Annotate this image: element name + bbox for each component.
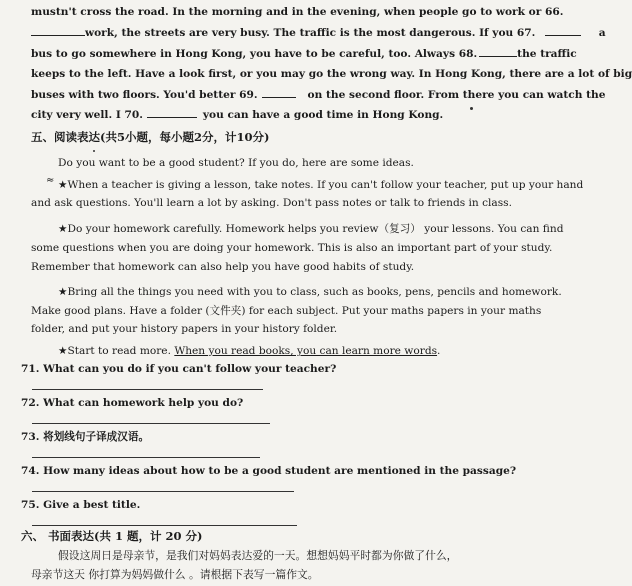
answer-line-73[interactable] <box>32 457 260 458</box>
underlined-sentence: When you read books, you can learn more words <box>174 345 438 357</box>
idea-1-line-2: and ask questions. You'll learn a lot by asking. Don't pass notes or talk to friends in class. <box>31 197 512 209</box>
passage-line-2: work, the streets are very busy. The traffic is the most dangerous. If you 67. a <box>31 26 606 40</box>
section-5-title: 五、阅读表达(共5小题，每小题2分，计10分) <box>31 130 270 144</box>
blank-67[interactable] <box>545 26 581 36</box>
idea-3-line-2: Make good plans. Have a folder (文件夹) for each subject. Put your maths papers in your maths <box>31 305 542 317</box>
blank-69[interactable] <box>262 88 296 98</box>
reading-intro: Do you want to be a good student? If you do, here are some ideas. <box>58 157 414 169</box>
idea-2-line-1: ★Do your homework carefully. Homework helps you review（复习） your lessons. You can find <box>58 223 564 235</box>
passage-line-6: city very well. I 70. you can have a good time in Hong Kong. <box>31 109 444 121</box>
question-72: 72. What can homework help you do? <box>21 397 244 409</box>
scan-speck <box>93 150 95 152</box>
scan-speck <box>470 107 473 110</box>
answer-line-72[interactable] <box>32 423 270 424</box>
pen-mark: ≈ <box>46 175 55 186</box>
passage-line-4: keeps to the left. Have a look first, or you may go the wrong way. In Hong Kong, there are a lot of big <box>31 68 632 80</box>
passage-line-1: mustn't cross the road. In the morning and in the evening, when people go to work or 66. <box>31 6 564 18</box>
passage-line-5: buses with two floors. You'd better 69. on the second floor. From there you can watch the <box>31 89 606 101</box>
blank-66[interactable] <box>31 26 85 36</box>
idea-2-line-3: Remember that homework can also help you have good habits of study. <box>31 261 415 273</box>
idea-3-line-1: ★Bring all the things you need with you to class, such as books, pens, pencils and homework. <box>58 286 562 298</box>
passage-line-3: bus to go somewhere in Hong Kong, you have to be careful, too. Always 68. the traffic <box>31 48 577 60</box>
answer-line-75[interactable] <box>32 525 297 526</box>
writing-prompt-line-1: 假设这周日是母亲节，是我们对妈妈表达爱的一天。想想妈妈平时都为你做了什么， <box>58 549 458 562</box>
question-73: 73. 将划线句子译成汉语。 <box>21 431 150 443</box>
idea-2-line-2: some questions when you are doing your homework. This is also an important part of your study. <box>31 242 553 254</box>
answer-line-74[interactable] <box>32 491 294 492</box>
section-6-title: 六、 书面表达(共 1 题，计 20 分) <box>21 529 203 543</box>
question-71: 71. What can you do if you can't follow your teacher? <box>21 363 337 375</box>
idea-1-line-1: ★When a teacher is giving a lesson, take notes. If you can't follow your teacher, put up your hand <box>58 179 584 191</box>
question-75: 75. Give a best title. <box>21 499 141 511</box>
idea-3-line-3: folder, and put your history papers in your history folder. <box>31 323 338 335</box>
question-74: 74. How many ideas about how to be a good student are mentioned in the passage? <box>21 465 517 477</box>
blank-68[interactable] <box>479 47 517 57</box>
writing-prompt-line-2: 母亲节这天 你打算为妈妈做什么 。请根据下表写一篇作文。 <box>31 568 319 581</box>
blank-70[interactable] <box>147 108 197 118</box>
idea-4-line: ★Start to read more. When you read books, you can learn more words. <box>58 345 441 357</box>
answer-line-71[interactable] <box>32 389 263 390</box>
